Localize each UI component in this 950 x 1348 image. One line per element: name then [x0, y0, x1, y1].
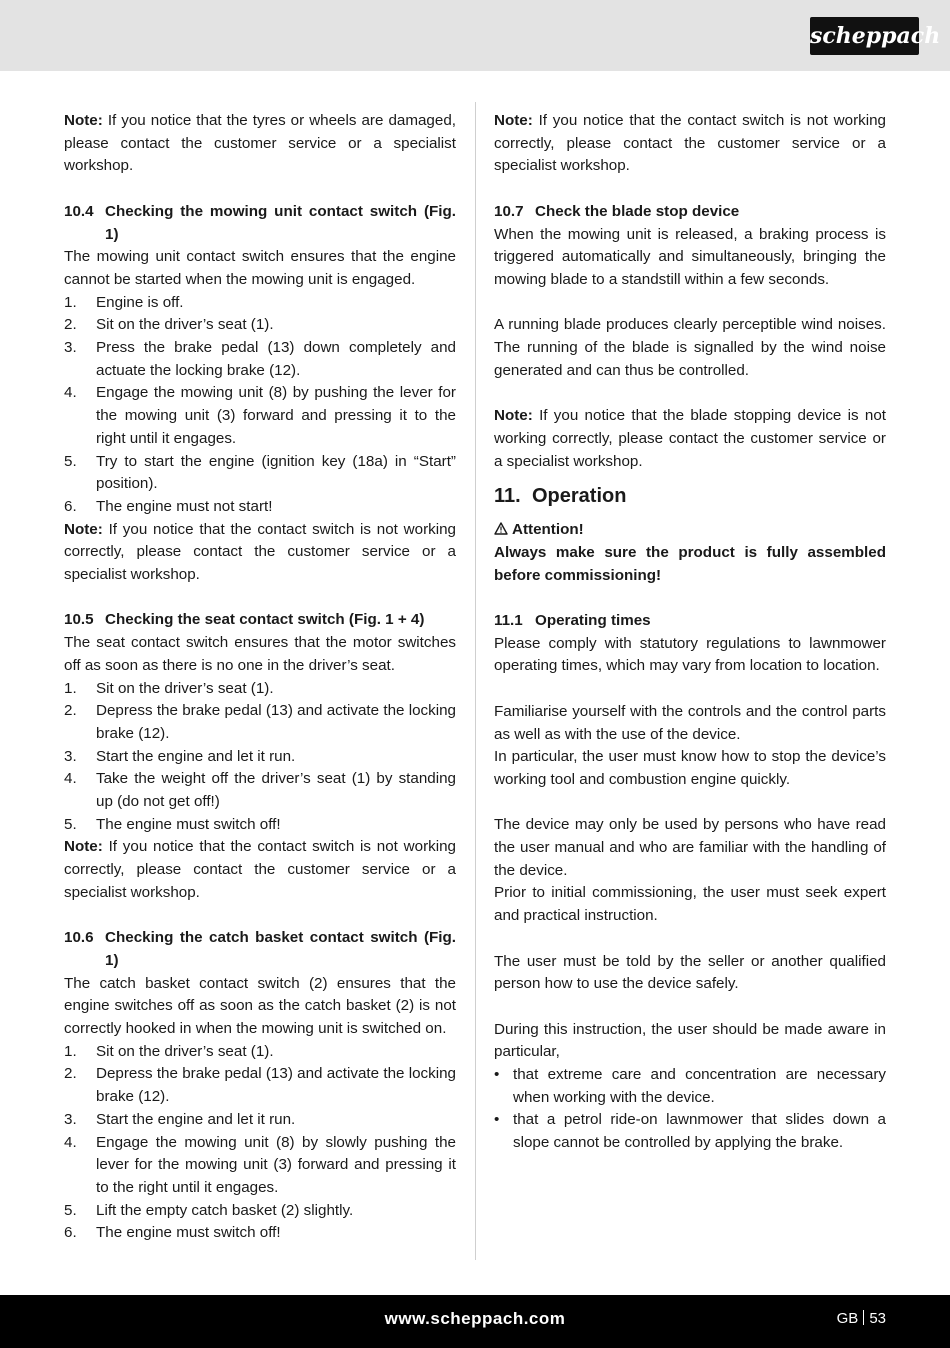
- section-10-5-note: Note: If you notice that the contact switch is not working correctly, please contact the customer service or a specialist workshop.: [64, 838, 456, 901]
- section-10-6-intro: The catch basket contact switch (2) ensures that the engine switches off as soon as the catch basket (2) is not correctly hooked in when the mowing unit is switched on.: [64, 974, 456, 1038]
- section-11-heading: 11. Operation: [494, 485, 627, 508]
- section-11-1-p5: Prior to initial commissioning, the user must seek expert and practical instruction.: [494, 884, 886, 925]
- section-11-1-p6: The user must be told by the seller or another qualified person how to use the device safely.: [494, 952, 886, 993]
- list-item: • that a petrol ride-on lawnmower that slides down a slope cannot be controlled by applying the brake.: [494, 1111, 886, 1152]
- list-item: 5. Try to start the engine (ignition key (18a) in “Start” position).: [64, 452, 456, 493]
- section-10-7-note: Note: If you notice that the blade stopping device is not working correctly, please contact the customer service or a specialist workshop.: [494, 407, 886, 470]
- list-item: 5. The engine must switch off!: [64, 815, 281, 833]
- section-10-7-p1: When the mowing unit is released, a braking process is triggered automatically and simultaneously, bringing the mowing blade to a standstill within a few seconds.: [494, 225, 886, 288]
- section-10-7-p2: A running blade produces clearly perceptible wind noises. The running of the blade is signalled by the wind noise generated and can thus be controlled.: [494, 316, 886, 379]
- list-item: 3. Start the engine and let it run.: [64, 1110, 296, 1128]
- section-11-1-p2: Familiarise yourself with the controls and the control parts as well as with the use of the device.: [494, 702, 886, 743]
- list-item: 2. Depress the brake pedal (13) and activate the locking brake (12).: [64, 1065, 456, 1106]
- attention-label: Attention!: [494, 519, 886, 542]
- list-item: 3. Press the brake pedal (13) down completely and actuate the locking brake (12).: [64, 339, 456, 379]
- list-item: 5. Lift the empty catch basket (2) slightly.: [64, 1201, 354, 1219]
- list-item: 3. Start the engine and let it run.: [64, 747, 296, 765]
- section-10-5-intro: The seat contact switch ensures that the motor switches off as soon as there is no one in the driver’s seat.: [64, 634, 456, 674]
- list-item: 4. Engage the mowing unit (8) by slowly pushing the lever for the mowing unit (3) forward and pressing it to the right until it engages.: [64, 1133, 456, 1196]
- note-contact-switch: Note: If you notice that the contact switch is not working correctly, please contact the customer service or a specialist workshop.: [494, 112, 886, 175]
- list-item: 2. Depress the brake pedal (13) and activate the locking brake (12).: [64, 702, 456, 742]
- brand-logo: scheppach: [810, 17, 919, 55]
- website-url: www.scheppach.com: [384, 1309, 566, 1328]
- section-11-1-p1: Please comply with statutory regulations to lawnmower operating times, which may vary from location to location.: [494, 634, 886, 675]
- left-column: [64, 110, 456, 1245]
- page-header: [0, 0, 950, 71]
- section-11-1-p4: The device may only be used by persons who have read the user manual and who are familiar with the handling of the device.: [494, 816, 886, 879]
- section-11-1-p3: In particular, the user must know how to stop the device’s working tool and combustion engine quickly.: [494, 748, 886, 788]
- column-divider: [475, 102, 476, 1260]
- section-11-1-title: 11.1 Operating times: [494, 612, 651, 629]
- list-item: 6. The engine must switch off!: [64, 1224, 281, 1242]
- section-10-5-title: 10.5 Checking the seat contact switch (Fig. 1 + 4): [64, 611, 425, 629]
- list-item: 4. Take the weight off the driver’s seat (1) by standing up (do not get off!): [64, 770, 456, 811]
- section-10-5-steps: [64, 678, 456, 837]
- section-10-7-title: 10.7 Check the blade stop device: [494, 202, 740, 220]
- section-11-1-p7: During this instruction, the user should be made aware in particular,: [494, 1020, 886, 1061]
- section-11-1-bullets: [494, 1064, 886, 1155]
- list-item: 1. Sit on the driver’s seat (1).: [64, 679, 274, 697]
- note-tyres: Note: If you notice that the tyres or wheels are damaged, please contact the customer service or a specialist workshop.: [64, 112, 456, 175]
- list-item: 1. Sit on the driver’s seat (1).: [64, 1042, 274, 1060]
- page-footer: [0, 1295, 950, 1348]
- list-item: • that extreme care and concentration are necessary when working with the device.: [494, 1066, 886, 1106]
- section-10-4-title: 10.4 Checking the mowing unit contact switch (Fig. 1): [64, 202, 456, 243]
- section-10-4-intro: The mowing unit contact switch ensures that the engine cannot be started when the mowing unit is engaged.: [64, 248, 456, 288]
- list-item: 2. Sit on the driver’s seat (1).: [64, 316, 274, 334]
- section-10-6-title: 10.6 Checking the catch basket contact switch (Fig. 1): [64, 929, 456, 969]
- right-column: [494, 110, 886, 1155]
- page-number: GB 53: [836, 1310, 886, 1327]
- list-item: 4. Engage the mowing unit (8) by pushing the lever for the mowing unit (3) forward and pressing it to the right until it engages.: [64, 384, 456, 447]
- list-item: 1. Engine is off.: [64, 293, 184, 311]
- section-10-6-steps: [64, 1041, 456, 1245]
- list-item: 6. The engine must not start!: [64, 497, 273, 515]
- section-10-4-note: Note: If you notice that the contact switch is not working correctly, please contact the customer service or a specialist workshop.: [64, 520, 456, 584]
- warning-triangle-icon: [494, 519, 508, 542]
- section-10-4-steps: [64, 292, 456, 519]
- attention-text: Always make sure the product is fully assembled before commissioning!: [494, 543, 886, 584]
